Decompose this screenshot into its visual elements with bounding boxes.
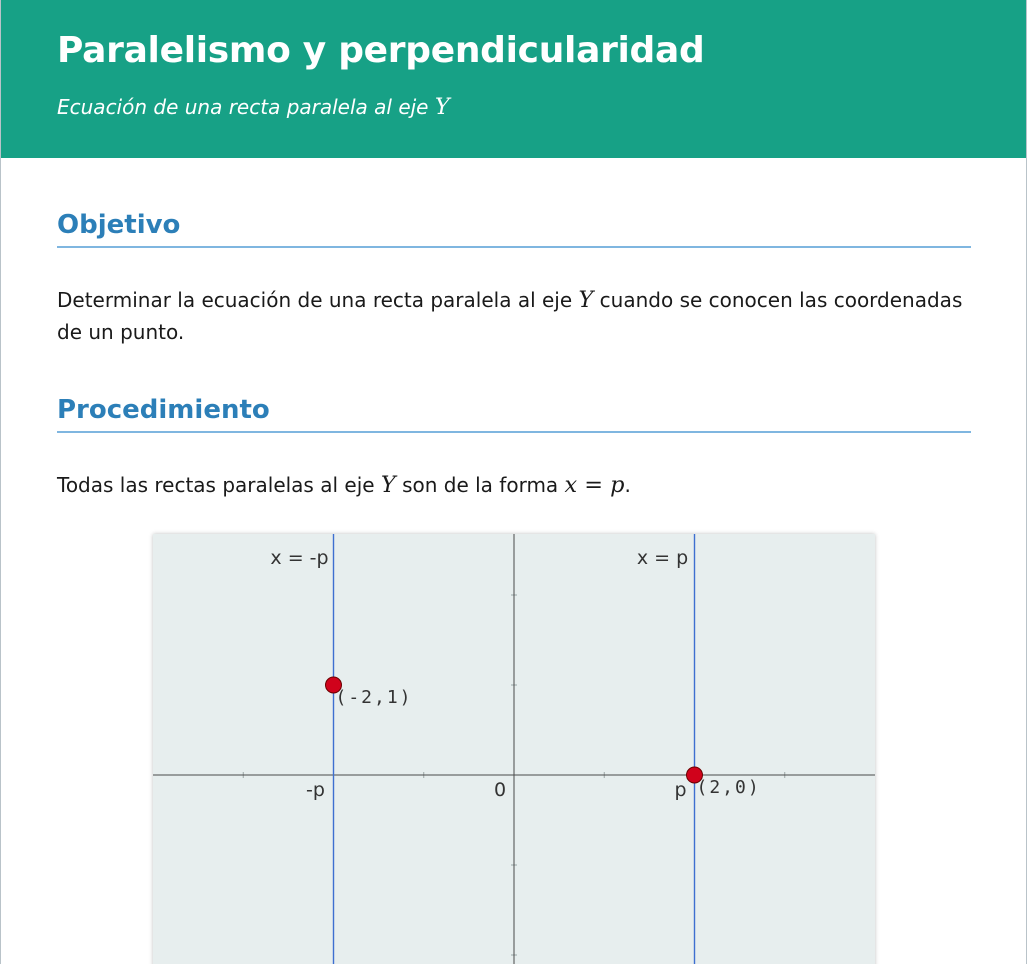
procedimiento-math-eq: x = p: [564, 472, 625, 498]
objetivo-rule: [57, 246, 971, 248]
objetivo-math: Y: [578, 287, 594, 313]
tick-label-origin: 0: [493, 779, 507, 801]
objetivo-text-after: cuando se conocen las coordenadas de un punto.: [57, 288, 963, 344]
tick-label-neg-p: -p: [306, 779, 325, 801]
point-a-label: (-2,1): [335, 687, 413, 708]
line-label-p: x = p: [636, 547, 689, 569]
procedimiento-text-before: Todas las rectas paralelas al eje: [57, 473, 375, 497]
procedimiento-heading: Procedimiento: [57, 395, 270, 425]
subtitle-text: Ecuación de una recta paralela al eje: [57, 95, 429, 119]
objetivo-text-before: Determinar la ecuación de una recta paralela al eje: [57, 288, 573, 312]
point-b-label: (2,0): [696, 777, 761, 798]
procedimiento-text-end: .: [624, 473, 631, 497]
graph-canvas[interactable]: [153, 534, 875, 964]
procedimiento-text-mid: son de la forma: [402, 473, 559, 497]
procedimiento-rule: [57, 431, 971, 433]
line-label-neg-p: x = -p: [270, 547, 329, 569]
header-banner: [1, 0, 1026, 158]
subtitle-math: Y: [434, 94, 450, 120]
procedimiento-paragraph: [57, 469, 971, 501]
procedimiento-math-axis: Y: [380, 472, 396, 498]
objetivo-paragraph: [57, 284, 971, 348]
page-subtitle: [57, 94, 450, 120]
graph-panel[interactable]: [153, 534, 875, 964]
tick-label-p: p: [674, 779, 687, 801]
page-title: Paralelismo y perpendicularidad: [57, 30, 705, 71]
objetivo-heading: Objetivo: [57, 210, 181, 240]
